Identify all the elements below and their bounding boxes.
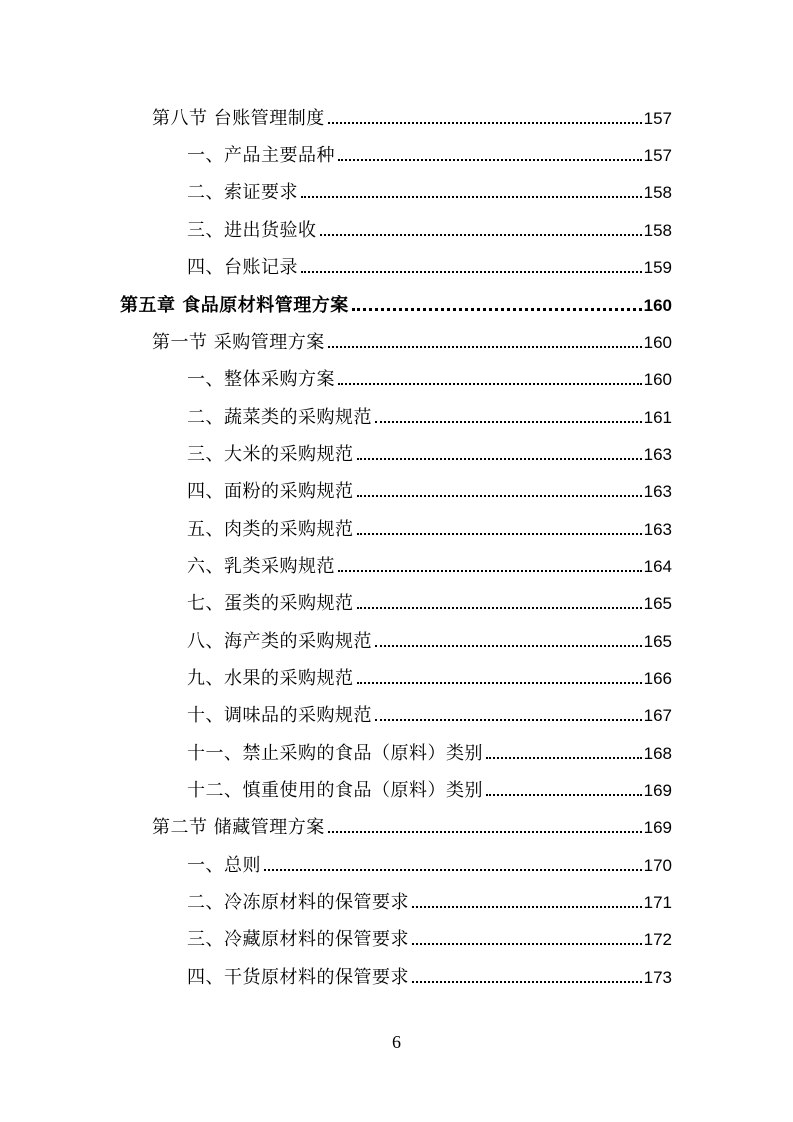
- toc-entry-title: 四、台账记录: [187, 257, 298, 278]
- toc-entry[interactable]: [187, 892, 672, 914]
- toc-leader-dots: [375, 421, 642, 423]
- toc-entry-title: 第八节 台账管理制度: [152, 108, 325, 129]
- toc-entry-title: 第一节 采购管理方案: [152, 332, 325, 353]
- toc-entry-title: 二、冷冻原材料的保管要求: [187, 892, 409, 913]
- toc-entry[interactable]: [187, 855, 672, 877]
- toc-leader-dots: [338, 159, 642, 161]
- toc-entry-page: 160: [643, 296, 672, 315]
- toc-entry[interactable]: [187, 556, 672, 578]
- toc-entry[interactable]: [187, 519, 672, 541]
- toc-entry-page: 160: [643, 333, 672, 352]
- toc-entry[interactable]: [187, 780, 672, 802]
- toc-entry[interactable]: [187, 444, 672, 466]
- toc-leader-dots: [301, 196, 642, 198]
- toc-leader-dots: [412, 981, 642, 983]
- page-number: 6: [392, 1032, 401, 1052]
- toc-chapter-entry[interactable]: [120, 295, 672, 317]
- toc-entry[interactable]: [152, 332, 672, 354]
- toc-leader-dots: [301, 271, 642, 273]
- toc-leader-dots: [486, 757, 642, 759]
- toc-entry[interactable]: [152, 108, 672, 130]
- toc-leader-dots: [338, 570, 642, 572]
- toc-entry-page: 173: [643, 968, 672, 987]
- toc-entry-page: 169: [643, 781, 672, 800]
- toc-entry[interactable]: [152, 817, 672, 839]
- toc-entry[interactable]: [187, 407, 672, 429]
- toc-entry-page: 166: [643, 669, 672, 688]
- toc-leader-dots: [264, 869, 642, 871]
- toc-entry-page: 172: [643, 930, 672, 949]
- toc-entry-page: 157: [643, 146, 672, 165]
- toc-entry-page: 171: [643, 893, 672, 912]
- toc-entry[interactable]: [187, 929, 672, 951]
- toc-leader-dots: [357, 607, 642, 609]
- toc-leader-dots: [328, 346, 642, 348]
- toc-entry-page: 157: [643, 109, 672, 128]
- toc-entry-title: 十、调味品的采购规范: [187, 705, 372, 726]
- toc-leader-dots: [357, 533, 642, 535]
- toc-entry[interactable]: [187, 182, 672, 204]
- toc-entry[interactable]: [187, 145, 672, 167]
- toc-entry[interactable]: [187, 257, 672, 279]
- toc-entry-title: 三、大米的采购规范: [187, 444, 354, 465]
- toc-entry-title: 一、产品主要品种: [187, 145, 335, 166]
- toc-leader-dots: [375, 645, 642, 647]
- toc-leader-dots: [486, 794, 642, 796]
- toc-leader-dots: [328, 122, 642, 124]
- toc-entry[interactable]: [187, 967, 672, 989]
- toc-entry-title: 二、索证要求: [187, 182, 298, 203]
- toc-entry-page: 158: [643, 183, 672, 202]
- toc-entry-title: 七、蛋类的采购规范: [187, 593, 354, 614]
- toc-entry-page: 163: [643, 482, 672, 501]
- toc-entry-title: 十一、禁止采购的食品（原料）类别: [187, 743, 483, 764]
- toc-entry-page: 161: [643, 408, 672, 427]
- toc-entry[interactable]: [187, 220, 672, 242]
- toc-entry-title: 九、水果的采购规范: [187, 668, 354, 689]
- toc-entry[interactable]: [187, 743, 672, 765]
- toc-entry-page: 167: [643, 706, 672, 725]
- toc-entry-title: 二、蔬菜类的采购规范: [187, 407, 372, 428]
- toc-entry-title: 一、整体采购方案: [187, 369, 335, 390]
- toc-leader-dots: [328, 831, 642, 833]
- toc-leader-dots: [357, 682, 642, 684]
- toc-entry[interactable]: [187, 369, 672, 391]
- toc-entry[interactable]: [187, 668, 672, 690]
- toc-entry-title: 第二节 储藏管理方案: [152, 817, 325, 838]
- toc-entry-page: 163: [643, 520, 672, 539]
- toc-entry-page: 170: [643, 856, 672, 875]
- toc-entry-title: 第五章 食品原材料管理方案: [120, 295, 349, 316]
- toc-leader-dots: [357, 458, 642, 460]
- toc-entry-title: 一、总则: [187, 855, 261, 876]
- toc-entry-page: 165: [643, 594, 672, 613]
- toc-entry-page: 160: [643, 370, 672, 389]
- toc-entry-title: 十二、慎重使用的食品（原料）类别: [187, 780, 483, 801]
- toc-entry-page: 159: [643, 258, 672, 277]
- toc-entry-title: 六、乳类采购规范: [187, 556, 335, 577]
- toc-leader-dots: [412, 906, 642, 908]
- toc-leader-dots: [320, 234, 642, 236]
- toc-entry-title: 三、冷藏原材料的保管要求: [187, 929, 409, 950]
- toc-entry[interactable]: [187, 593, 672, 615]
- toc-entry[interactable]: [187, 481, 672, 503]
- toc-entry-page: 164: [643, 557, 672, 576]
- toc-entry[interactable]: [187, 631, 672, 653]
- toc-leader-dots: [375, 719, 642, 721]
- toc-entry-title: 四、面粉的采购规范: [187, 481, 354, 502]
- toc-entry-page: 163: [643, 445, 672, 464]
- toc-leader-dots: [357, 495, 642, 497]
- toc-entry-page: 158: [643, 221, 672, 240]
- toc-entry-title: 四、干货原材料的保管要求: [187, 967, 409, 988]
- toc-entry-page: 165: [643, 632, 672, 651]
- toc-entry[interactable]: [187, 705, 672, 727]
- toc-entry-page: 169: [643, 818, 672, 837]
- toc-leader-dots: [412, 943, 642, 945]
- toc-leader-dots: [338, 383, 642, 385]
- toc-entry-title: 五、肉类的采购规范: [187, 519, 354, 540]
- toc-leader-dots: [352, 308, 642, 311]
- toc-entry-title: 三、进出货验收: [187, 220, 317, 241]
- toc-entry-page: 168: [643, 744, 672, 763]
- toc-entry-title: 八、海产类的采购规范: [187, 631, 372, 652]
